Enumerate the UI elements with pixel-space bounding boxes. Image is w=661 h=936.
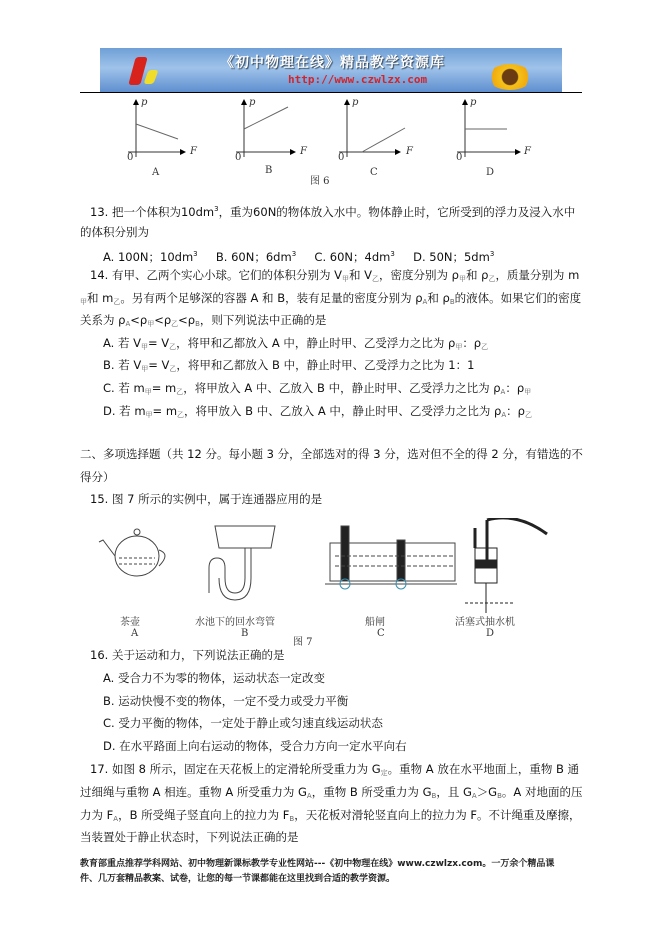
subscript: 甲 [455,343,463,351]
text-line [103,671,325,685]
figure-6-caption: 图 6 [310,176,330,187]
superscript: 3 [291,250,297,258]
banner-title: 《初中物理在线》精品教学资源库 [220,55,445,71]
text-segment: B. 60N；6dm [197,250,292,264]
text-line [103,716,383,730]
subscript: 乙 [176,388,184,396]
subscript: 乙 [169,343,177,351]
text-segment: ，将甲和乙都放入 B 中，静止时甲、乙受浮力之比为 1：1 [176,358,475,372]
text-line [80,313,326,331]
figure-7-item-name: 茶壶 [120,617,140,628]
subscript: 甲 [145,411,153,419]
text-segment: 的液体。如果它们的密度 [454,291,582,305]
footer-line-2: 件、几万套精品教案、试卷，让您的每一节课都能在这里找到合适的教学资源。 [80,874,396,884]
text-segment: ，重物 B 所受重力为 G [311,785,432,799]
text-segment: 和 ρ [427,291,450,305]
subscript: A [501,411,507,419]
text-segment: ：ρ [462,336,482,350]
subscript: 甲 [341,275,349,283]
text-line [90,492,322,506]
text-segment: ：ρ [506,404,525,418]
figure-7-item-name: 活塞式抽水机 [455,617,515,628]
text-segment: ，天花板对滑轮竖直向上的拉力为 F。不计绳重及摩擦， [294,808,581,822]
figure-7-item-letter: D [486,628,495,639]
teapot-drawing [99,529,165,576]
text-line [103,404,532,422]
axis-label-f: F [524,146,531,157]
figure-6 [120,95,540,185]
axis-label-p: p [470,97,477,108]
figure-6-graphs [120,95,540,185]
text-segment: ，且 G [436,785,472,799]
subscript: 乙 [169,365,177,373]
subscript: B [449,298,455,306]
subscript: 甲 [458,275,466,283]
subscript: 定 [380,769,388,777]
subscript: A [471,792,477,800]
subscript: 乙 [113,298,121,306]
text-line [103,381,531,399]
graph-a [128,100,185,157]
text-segment: ，将甲和乙都放入 A 中，静止时甲、乙受浮力之比为 ρ [176,336,456,350]
subscript: 乙 [488,275,496,283]
figure-7-item-letter: A [131,628,139,639]
text-segment: 17. 如图 8 所示，固定在天花板上的定滑轮所受重力为 G [90,762,381,776]
text-segment: C. 受力平衡的物体，一定处于静止或匀速直线运动状态 [103,716,383,730]
text-segment: ，质量分别为 m [495,268,580,282]
text-segment: ＞G [476,785,498,799]
text-line [80,470,115,484]
figure-7-item-letter: C [377,628,385,639]
text-segment: ，将甲放入 B 中、乙放入 A 中，静止时甲、乙受浮力之比为 ρ [184,404,502,418]
figure-7-item-name: 水池下的回水弯管 [195,617,275,628]
text-segment: ：ρ [505,381,525,395]
text-segment: 。重物 A 放在水平地面上，重物 B 通 [387,762,580,776]
text-line [103,336,488,354]
text-line [80,291,581,309]
subscript: B [497,792,502,800]
axis-label-f: F [300,146,307,157]
panel-label-a: A [152,167,160,178]
subscript: 乙 [524,411,532,419]
text-segment: 关系为 ρ [80,313,126,327]
text-segment: <ρ [130,313,148,327]
text-line [103,739,407,753]
subscript: 甲 [147,320,155,328]
figure-7-item-name: 船闸 [365,617,385,628]
ship-lock-drawing [325,526,457,589]
text-segment: 15. 图 7 所示的实例中，属于连通器应用的是 [90,492,323,506]
axis-label-f: F [190,146,197,157]
text-segment: = m [152,404,178,418]
subscript: 乙 [171,320,179,328]
text-segment: 得分） [80,470,115,484]
text-segment: 和 m [87,291,114,305]
text-line [80,830,299,844]
subscript: 乙 [481,343,489,351]
text-segment: D. 在水平路面上向右运动的物体，受合力方向一定水平向右 [103,739,407,753]
subscript: 甲 [141,365,149,373]
text-segment: D. 若 m [103,404,146,418]
text-segment: C. 60N；4dm [296,250,391,264]
sunflower-icon [488,64,532,90]
subscript: 甲 [80,298,87,306]
header-banner [100,48,562,92]
text-segment: ，将甲放入 A 中、乙放入 B 中，静止时甲、乙受浮力之比为 ρ [183,381,501,395]
text-segment: ，B 所受绳子竖直向上的拉力为 F [118,808,290,822]
text-segment: 当装置处于静止状态时，下列说法正确的是 [80,830,299,844]
text-line [80,225,149,239]
superscript: 3 [214,205,219,213]
subscript: B [431,792,437,800]
subscript: A [422,298,428,306]
text-line [90,648,284,662]
panel-label-d: D [486,167,495,178]
text-segment: C. 若 m [103,381,145,395]
piston-pump-drawing [465,518,547,613]
header-divider [80,92,582,93]
graph-c [339,100,405,157]
panel-label-b: B [265,165,273,176]
text-line [80,447,583,461]
text-segment: 13. 把一个体积为10dm [90,205,215,219]
banner-url: http://www.czwlzx.com [288,73,428,86]
figure-7 [95,518,565,648]
text-line [90,268,579,286]
logo-accent-icon [143,70,158,84]
sink-trap-drawing [209,526,275,600]
text-segment: ，重为60N的物体放入水中。物体静止时，它所受到的浮力及浸入水中 [218,205,576,219]
subscript: B [289,815,295,823]
figure-7-item-letter: B [241,628,249,639]
text-segment: 14. 有甲、乙两个实心小球。它们的体积分别为 V [90,268,342,282]
subscript: 乙 [372,275,379,283]
text-segment: <ρ [154,313,172,327]
origin-label: 0 [235,152,242,163]
text-segment: ，密度分别为 ρ [379,268,459,282]
text-segment: ，则下列说法中正确的是 [199,313,327,327]
text-segment: 16. 关于运动和力，下列说法正确的是 [90,648,285,662]
text-segment: 二、多项选择题（共 12 分。每小题 3 分，全部选对的得 3 分，选对但不全的得 2 分，有错选的不 [80,447,583,461]
text-line [103,247,494,264]
text-segment: = V [148,336,170,350]
text-segment: = V [148,358,170,372]
text-segment: = m [151,381,177,395]
origin-label: 0 [127,152,134,163]
text-segment: A. 100N；10dm [103,250,194,264]
text-segment: <ρ [178,313,196,327]
origin-label: 0 [338,152,345,163]
axis-label-p: p [141,97,148,108]
superscript: 3 [193,250,198,258]
text-segment: 过细绳与重物 A 相连。重物 A 所受重力为 G [80,785,307,799]
text-line [90,202,575,219]
panel-label-c: C [370,167,378,178]
text-line [103,358,474,376]
text-segment: A. 若 V [103,336,141,350]
superscript: 3 [489,250,495,258]
graph-b [236,100,295,157]
subscript: A [113,815,119,823]
text-segment: D. 50N；5dm [394,250,490,264]
text-segment: 和 V [348,268,372,282]
text-segment: 和 ρ [465,268,489,282]
text-segment: 力为 F [80,808,114,822]
text-line [103,694,348,708]
text-segment: 。A 对地面的压 [501,785,583,799]
text-line [80,808,581,826]
text-segment: B. 若 V [103,358,142,372]
subscript: 甲 [524,388,532,396]
subscript: 甲 [144,388,152,396]
figure-7-caption: 图 7 [293,637,313,648]
axis-label-p: p [352,97,359,108]
text-line [90,762,579,780]
superscript: 3 [390,250,395,258]
graph-d [457,100,520,157]
text-segment: B. 运动快慢不变的物体，一定不受力或受力平衡 [103,694,349,708]
axis-label-f: F [406,146,413,157]
origin-label: 0 [456,152,463,163]
subscript: A [125,320,131,328]
text-segment: A. 受合力不为零的物体，运动状态一定改变 [103,671,325,685]
subscript: B [195,320,200,328]
axis-label-p: p [249,97,256,108]
subscript: A [306,792,312,800]
text-segment: 的体积分别为 [80,225,149,239]
subscript: 甲 [141,343,148,351]
text-segment: 。另有两个足够深的容器 A 和 B，装有足量的密度分别为 ρ [120,291,423,305]
subscript: 乙 [177,411,185,419]
footer-line-1: 教育部重点推荐学科网站、初中物理新课标教学专业性网站---《初中物理在线》www.czwlzx.com。一万余个精品课 [80,859,555,869]
subscript: A [500,388,506,396]
text-line [80,785,582,803]
